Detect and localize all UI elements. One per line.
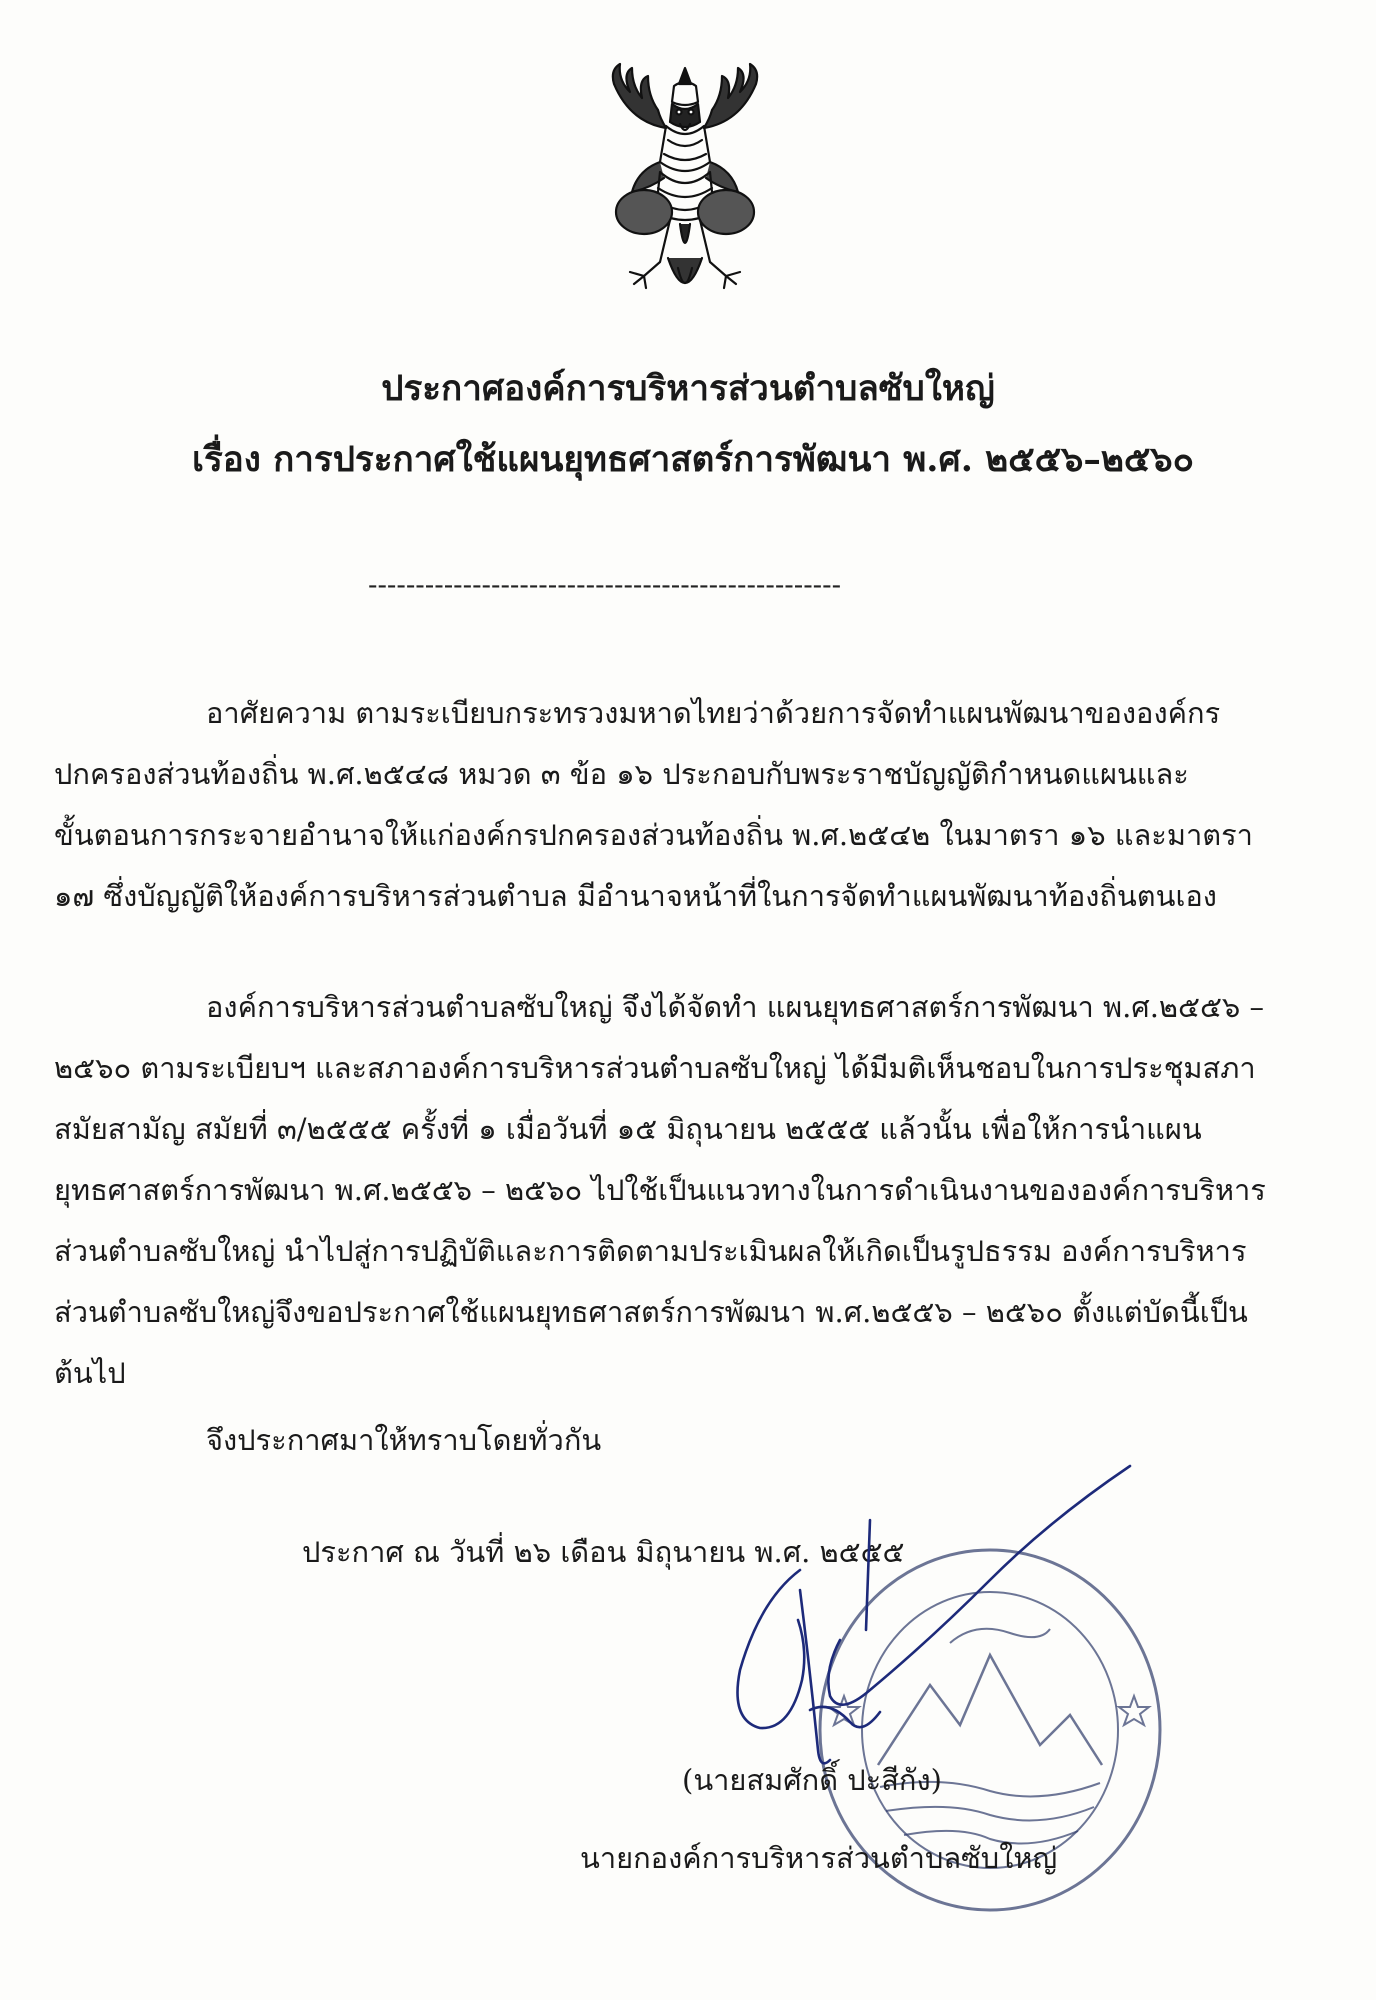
announcement-title: ประกาศองค์การบริหารส่วนตำบลซับใหญ่ [381,368,995,409]
paragraph-line: ส่วนตำบลซับใหญ่จึงขอประกาศใช้แผนยุทธศาสตร์การพัฒนา พ.ศ.๒๕๕๖ – ๒๕๖๐ ตั้งแต่บัดนี้เป็น [54,1295,1248,1329]
announcement-subject: เรื่อง การประกาศใช้แผนยุทธศาสตร์การพัฒนา พ.ศ. ๒๕๕๖–๒๕๖๐ [192,439,1194,480]
announcement-date: ประกาศ ณ วันที่ ๒๖ เดือน มิถุนายน พ.ศ. ๒๕๕๕ [302,1535,905,1569]
paragraph-line: อาศัยความ ตามระเบียบกระทรวงมหาดไทยว่าด้วยการจัดทำแผนพัฒนาขององค์กร [206,696,1221,730]
signer-position: นายกองค์การบริหารส่วนตำบลซับใหญ่ [580,1841,1058,1875]
paragraph-line: ๑๗ ซึ่งบัญญัติให้องค์การบริหารส่วนตำบล มีอำนาจหน้าที่ในการจัดทำแผนพัฒนาท้องถิ่นตนเอง [54,879,1217,913]
closing-statement: จึงประกาศมาให้ทราบโดยทั่วกัน [206,1423,602,1457]
paragraph-line: ปกครองส่วนท้องถิ่น พ.ศ.๒๕๔๘ หมวด ๓ ข้อ ๑๖ ประกอบกับพระราชบัญญัติกำหนดแผนและ [54,757,1189,791]
garuda-emblem-icon [560,62,810,314]
paragraph-line: ยุทธศาสตร์การพัฒนา พ.ศ.๒๕๕๖ – ๒๕๖๐ ไปใช้เป็นแนวทางในการดำเนินงานขององค์การบริหาร [54,1173,1266,1207]
paragraph-line: องค์การบริหารส่วนตำบลซับใหญ่ จึงได้จัดทำ แผนยุทธศาสตร์การพัฒนา พ.ศ.๒๕๕๖ – [206,990,1265,1024]
paragraph-line: ขั้นตอนการกระจายอำนาจให้แก่องค์กรปกครองส่วนท้องถิ่น พ.ศ.๒๕๔๒ ในมาตรา ๑๖ และมาตรา [54,818,1253,852]
dashed-divider: -------------------------------------------------- [368,568,842,601]
paragraph-line: สมัยสามัญ สมัยที่ ๓/๒๕๕๕ ครั้งที่ ๑ เมื่อวันที่ ๑๕ มิถุนายน ๒๕๕๕ แล้วนั้น เพื่อให้การนำแผน [54,1112,1202,1146]
handwritten-signature [690,1460,1150,1790]
signer-name: (นายสมศักดิ์ ปะสีกัง) [682,1763,942,1797]
paragraph-authority [54,683,1318,927]
paragraph-announcement [54,977,1318,1404]
paragraph-line: ส่วนตำบลซับใหญ่ นำไปสู่การปฏิบัติและการติดตามประเมินผลให้เกิดเป็นรูปธรรม องค์การบริหาร [54,1234,1247,1268]
paragraph-line: ต้นไป [54,1356,126,1390]
paragraph-line: ๒๕๖๐ ตามระเบียบฯ และสภาองค์การบริหารส่วนตำบลซับใหญ่ ได้มีมติเห็นชอบในการประชุมสภา [54,1051,1256,1085]
